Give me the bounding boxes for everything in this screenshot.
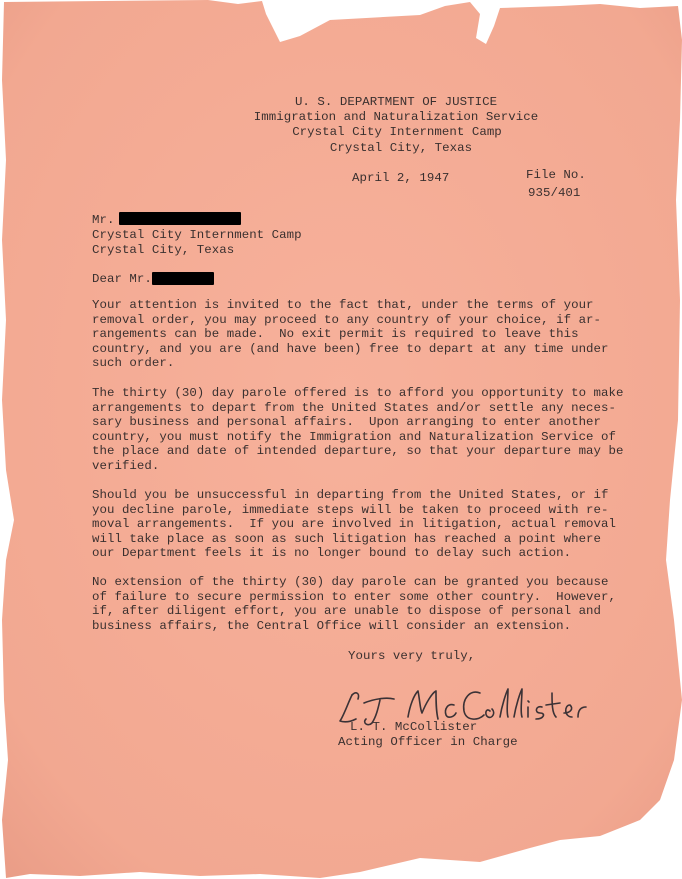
- letterhead-line-2: Immigration and Naturalization Service: [253, 110, 539, 124]
- paragraph-2: [92, 386, 622, 474]
- paragraph-line: business affairs, the Central Office will consider an extension.: [92, 618, 572, 633]
- paragraph-line: country, and you are (and have been) free to depart at any time under: [92, 341, 609, 356]
- greeting: Dear Mr.: [92, 272, 152, 286]
- paragraph-line: if, after diligent effort, you are unable to dispose of personal and: [92, 604, 602, 619]
- redaction-bar-greeting: [152, 272, 214, 285]
- addressee-prefix: Mr.: [92, 213, 115, 227]
- closing: Yours very truly,: [348, 649, 476, 663]
- paragraph-line: will take place as soon as such litigation has reached a point where: [92, 531, 602, 546]
- paragraph-line: rangements can be made. No exit permit is required to leave this: [92, 327, 579, 342]
- paragraph-line: The thirty (30) day parole offered is to afford you opportunity to make: [92, 386, 624, 400]
- signer-name: L. T. McCollister: [350, 720, 478, 734]
- paragraph-line: country, you must notify the Immigration and Naturalization Service of: [92, 429, 616, 444]
- paragraph-line: such order.: [92, 356, 175, 371]
- paragraph-4: [92, 575, 622, 633]
- addressee-line-3: Crystal City, Texas: [92, 243, 235, 257]
- addressee-line-2: Crystal City Internment Camp: [92, 228, 302, 242]
- redaction-bar-name: [119, 212, 241, 225]
- paragraph-line: No extension of the thirty (30) day parole can be granted you because: [92, 575, 609, 589]
- paragraph-line: our Department feels it is no longer bound to delay such action.: [92, 546, 572, 561]
- paragraph-line: arrangements to depart from the United States and/or settle any neces-: [92, 400, 616, 415]
- letterhead-line-1: U. S. DEPARTMENT OF JUSTICE: [294, 95, 498, 109]
- paragraph-line: verified.: [92, 458, 160, 473]
- paragraph-line: removal order, you may proceed to any country of your choice, if ar-: [92, 312, 602, 327]
- letterhead-line-4: Crystal City, Texas: [329, 141, 473, 155]
- letter-date: April 2, 1947: [352, 171, 450, 185]
- file-number: 935/401: [528, 186, 581, 200]
- paragraph-line: sary business and personal affairs. Upon arranging to enter another: [92, 415, 602, 430]
- paragraph-line: Your attention is invited to the fact that, under the terms of your: [92, 298, 594, 312]
- paragraph-3: [92, 488, 622, 561]
- paragraph-line: Should you be unsuccessful in departing from the United States, or if: [92, 488, 609, 502]
- paragraph-1: [92, 298, 622, 371]
- signer-title: Acting Officer in Charge: [338, 735, 518, 749]
- letterhead-line-3: Crystal City Internment Camp: [292, 125, 502, 139]
- paragraph-line: of failure to secure permission to enter some other country. However,: [92, 589, 616, 604]
- paragraph-line: you decline parole, immediate steps will be taken to proceed with re-: [92, 502, 609, 517]
- file-label: File No.: [526, 168, 586, 182]
- paragraph-line: moval arrangements. If you are involved in litigation, actual removal: [92, 517, 616, 532]
- paragraph-line: the place and date of intended departure, so that your departure may be: [92, 444, 624, 459]
